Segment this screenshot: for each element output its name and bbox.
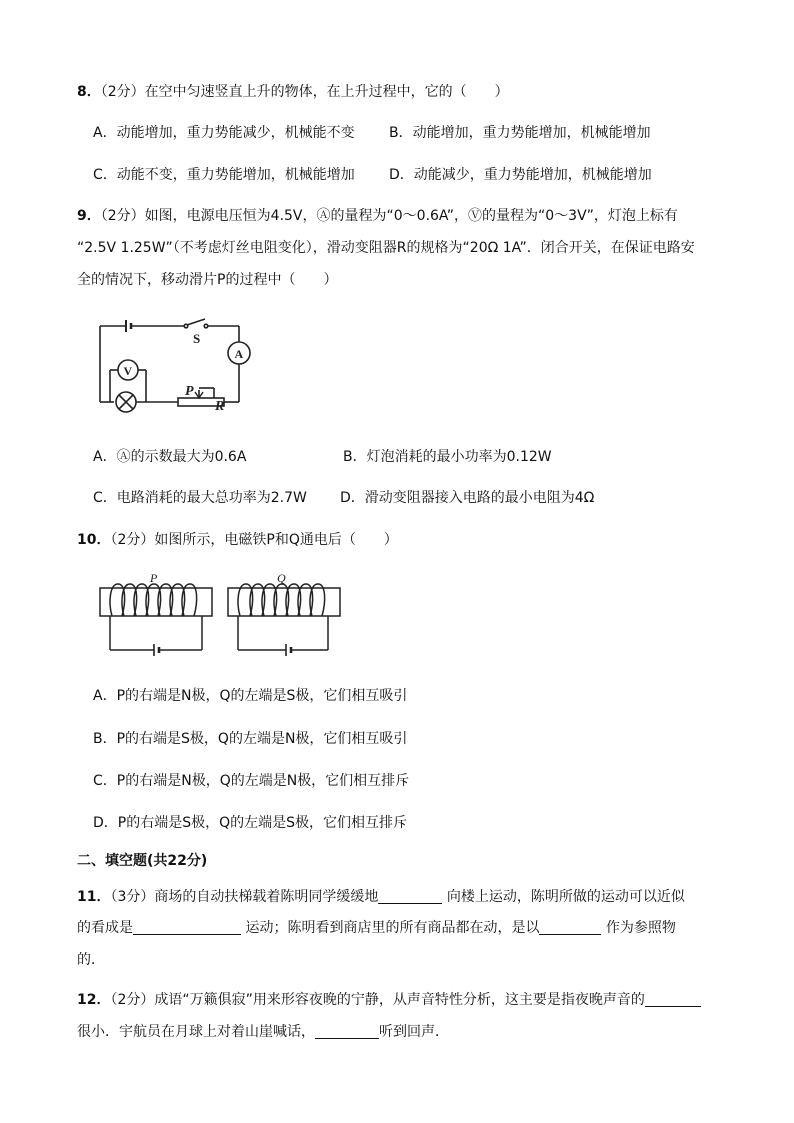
question-text: 听到回声． — [379, 1024, 449, 1040]
question-8-stem — [77, 82, 509, 102]
q9-option-c: C．电路消耗的最大总功率为2.7W — [93, 490, 307, 506]
question-text: （2分）在空中匀速竖直上升的物体，在上升过程中，它的（ ） — [100, 84, 509, 100]
q8-option-c: C．动能不变，重力势能增加，机械能增加 — [93, 167, 355, 183]
question-text: 很小．宇航员在月球上对着山崖喊话， — [77, 1024, 315, 1040]
q8-option-d: D．动能减少，重力势能增加，机械能增加 — [389, 167, 652, 183]
answer-blank[interactable] — [539, 919, 601, 935]
question-text: （2分）如图，电源电压恒为4.5V，Ⓐ的量程为“0～0.6A”，Ⓥ的量程为“0～3V”，灯泡上标有 — [100, 208, 678, 224]
ammeter-label: A — [234, 347, 244, 361]
slider-label: P — [185, 384, 194, 399]
q10-option-d: D．P的右端是S极，Q的左端是S极，它们相互排斥 — [93, 815, 408, 831]
question-9-stem-line3: 全的情况下，移动滑片P的过程中（ ） — [77, 272, 338, 288]
switch-label: S — [193, 331, 201, 346]
q9-option-d: D．滑动变阻器接入电路的最小电阻为4Ω — [340, 490, 595, 506]
question-10-stem — [77, 530, 398, 550]
question-text: 向楼上运动，陈明所做的运动可以近似 — [446, 889, 685, 905]
question-text: 运动；陈明看到商店里的所有商品都在动，是以 — [245, 920, 540, 936]
question-text: （2分）如图所示，电磁铁P和Q通电后（ ） — [110, 532, 398, 548]
question-11-line2 — [77, 918, 676, 938]
question-number: 11． — [77, 889, 111, 905]
question-number: 10． — [77, 532, 111, 548]
q10-option-a: A．P的右端是N极，Q的左端是S极，它们相互吸引 — [93, 688, 408, 704]
answer-blank[interactable] — [133, 919, 241, 935]
voltmeter-label: V — [123, 364, 133, 378]
magnet-q-label: Q — [277, 571, 286, 585]
answer-blank[interactable] — [315, 1023, 379, 1039]
circuit-diagram — [96, 318, 266, 414]
magnet-p-label: P — [150, 571, 158, 585]
q10-option-c: C．P的右端是N极，Q的左端是N极，它们相互排斥 — [93, 773, 410, 789]
question-number: 9． — [77, 208, 101, 224]
question-11-line1 — [77, 887, 685, 907]
q10-option-b: B．P的右端是S极，Q的左端是N极，它们相互吸引 — [93, 731, 408, 747]
question-12-line1 — [77, 990, 701, 1010]
answer-blank[interactable] — [378, 888, 442, 904]
q8-option-a: A．动能增加，重力势能减少，机械能不变 — [93, 125, 355, 141]
q9-option-a: A．Ⓐ的示数最大为0.6A — [93, 449, 247, 465]
question-text: （3分）商场的自动扶梯载着陈明同学缓缓地 — [110, 889, 379, 905]
question-text: 的看成是 — [77, 920, 133, 936]
answer-blank[interactable] — [645, 991, 701, 1007]
section-heading: 二、填空题(共22分) — [77, 853, 208, 869]
question-11-line3: 的． — [77, 952, 105, 968]
q9-option-b: B．灯泡消耗的最小功率为0.12W — [343, 449, 552, 465]
question-9-stem-line2: “2.5V 1.25W”（不考虑灯丝电阻变化），滑动变阻器R的规格为“20Ω 1A”．闭合开关，在保证电路安 — [77, 240, 695, 256]
question-9-stem-line1 — [77, 206, 678, 226]
question-number: 12． — [77, 992, 111, 1008]
question-text: 作为参照物 — [605, 920, 676, 936]
q8-option-b: B．动能增加，重力势能增加，机械能增加 — [389, 125, 651, 141]
rheostat-label: R — [215, 399, 225, 414]
question-12-line2 — [77, 1022, 449, 1042]
question-number: 8． — [77, 84, 101, 100]
question-text: （2分）成语“万籁俱寂”用来形容夜晚的宁静，从声音特性分析，这主要是指夜晚声音的 — [110, 992, 645, 1008]
electromagnet-diagram — [98, 570, 346, 660]
